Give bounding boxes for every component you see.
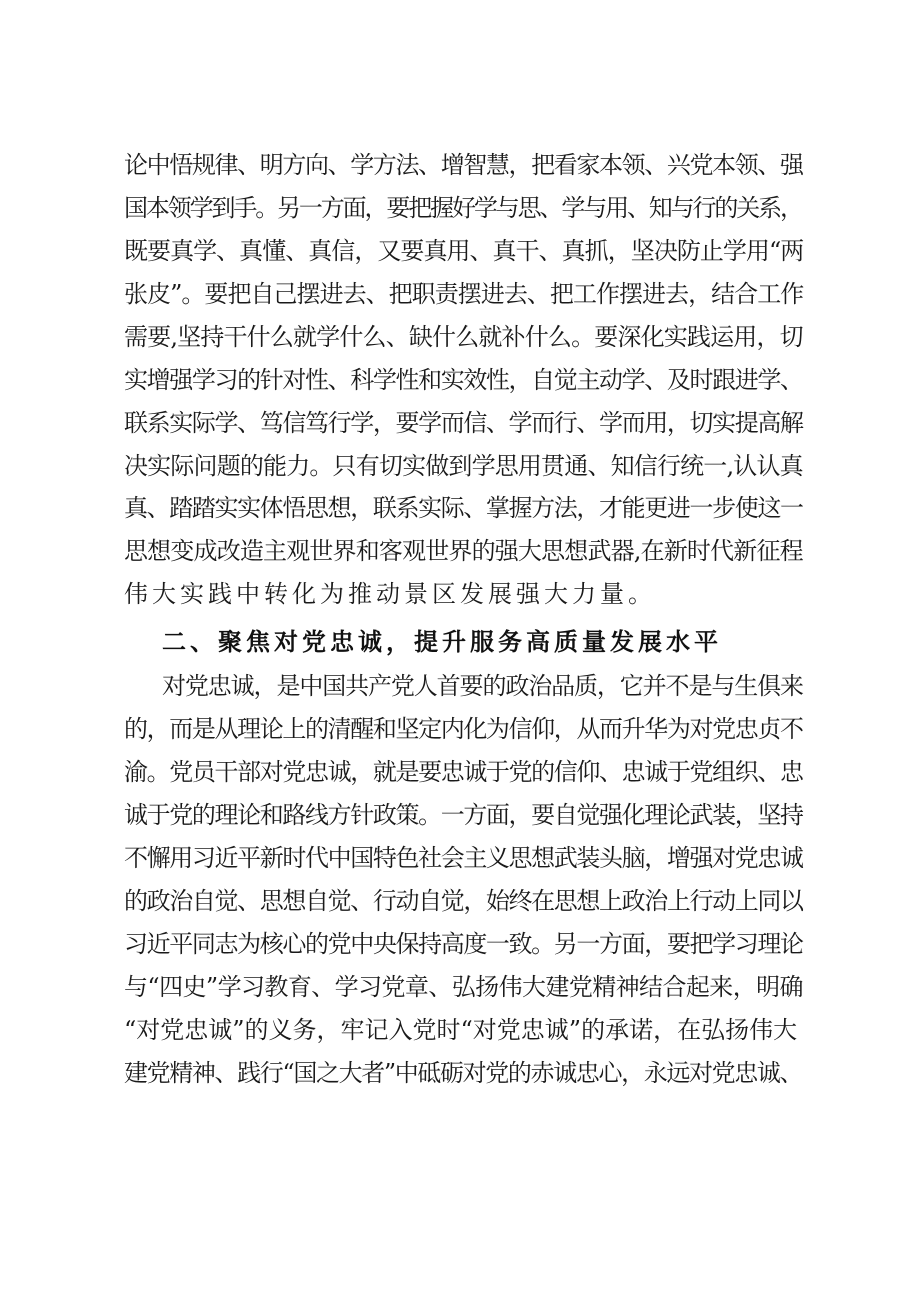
body-text-line: 伟大实践中转化为推动景区发展强大力量。 <box>124 580 656 608</box>
body-text-line: 的政治自觉、思想自觉、行动自觉，始终在思想上政治上行动上同以 <box>124 887 803 915</box>
body-text-line: 需要,坚持干什么就学什么、缺什么就补什么。要深化实践运用，切 <box>124 323 803 351</box>
body-text-line: 决实际问题的能力。只有切实做到学思用贯通、知信行统一,认认真 <box>124 452 803 480</box>
body-text-line: 与“四史”学习教育、学习党章、弘扬伟大建党精神结合起来，明确 <box>124 973 803 1001</box>
body-text-line: 习近平同志为核心的党中央保持高度一致。另一方面，要把学习理论 <box>124 930 803 958</box>
body-text-line: 诚于党的理论和路线方针政策。一方面，要自觉强化理论武装，坚持 <box>124 801 803 829</box>
section-heading: 二、聚焦对党忠诚，提升服务高质量发展水平 <box>162 628 722 656</box>
body-text-line: “对党忠诚”的义务，牢记入党时“对党忠诚”的承诺，在弘扬伟大 <box>124 1016 798 1044</box>
body-text-line: 国本领学到手。另一方面，要把握好学与思、学与用、知与行的关系， <box>124 194 802 222</box>
body-text-line: 的，而是从理论上的清醒和坚定内化为信仰，从而升华为对党忠贞不 <box>124 715 803 743</box>
body-text-line: 对党忠诚，是中国共产党人首要的政治品质，它并不是与生俱来 <box>162 672 803 700</box>
body-text-line: 张皮”。要把自己摆进去、把职责摆进去、把工作摆进去，结合工作 <box>124 280 804 308</box>
body-text-line: 渝。党员干部对党忠诚，就是要忠诚于党的信仰、忠诚于党组织、忠 <box>124 758 803 786</box>
body-text-line: 论中悟规律、明方向、学方法、增智慧，把看家本领、兴党本领、强 <box>124 151 803 179</box>
body-text-line: 联系实际学、笃信笃行学，要学而信、学而行、学而用，切实提高解 <box>124 409 803 437</box>
body-text-line: 实增强学习的针对性、科学性和实效性，自觉主动学、及时跟进学、 <box>124 366 803 394</box>
body-text-line: 建党精神、践行“国之大者”中砥砺对党的赤诚忠心，永远对党忠诚、 <box>124 1059 803 1087</box>
body-text-line: 思想变成改造主观世界和客观世界的强大思想武器,在新时代新征程 <box>124 537 803 565</box>
body-text-line: 不懈用习近平新时代中国特色社会主义思想武装头脑，增强对党忠诚 <box>124 844 803 872</box>
body-text-line: 真、踏踏实实体悟思想，联系实际、掌握方法，才能更进一步使这一 <box>124 494 803 522</box>
body-text-line: 既要真学、真懂、真信，又要真用、真干、真抓，坚决防止学用“两 <box>124 237 804 265</box>
